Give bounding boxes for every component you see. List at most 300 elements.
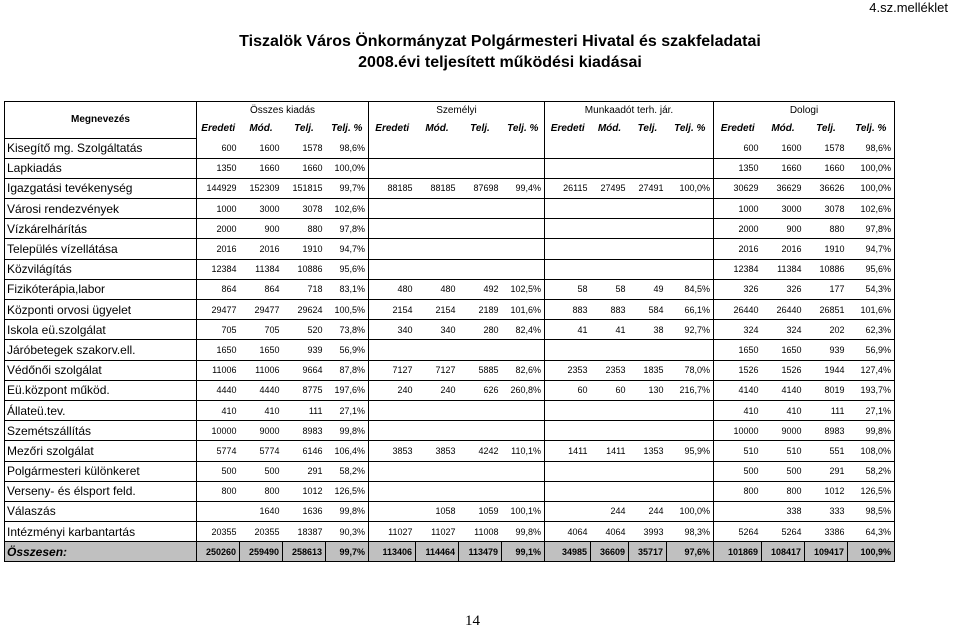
cell-value — [545, 199, 591, 219]
cell-value — [369, 239, 416, 259]
cell-value: 177 — [805, 279, 848, 299]
cell-value: 26440 — [762, 300, 805, 320]
cell-value: 113479 — [459, 542, 502, 562]
cell-value: 193,7% — [848, 380, 895, 400]
cell-value — [459, 400, 502, 420]
cell-value — [629, 239, 667, 259]
cell-value: 100,0% — [667, 178, 714, 198]
cell-value: 130 — [629, 380, 667, 400]
cell-value — [591, 461, 629, 481]
cell-value: 9000 — [240, 421, 283, 441]
cell-value — [369, 259, 416, 279]
cell-value: 800 — [240, 481, 283, 501]
cell-value: 60 — [591, 380, 629, 400]
cell-value: 510 — [762, 441, 805, 461]
table-row — [5, 441, 895, 461]
cell-value: 41 — [591, 320, 629, 340]
cell-value — [545, 259, 591, 279]
cell-value: 36609 — [591, 542, 629, 562]
cell-value: 49 — [629, 279, 667, 299]
cell-value: 410 — [714, 400, 762, 420]
cell-value: 2154 — [369, 300, 416, 320]
row-label: Intézményi karbantartás — [5, 522, 197, 542]
cell-value — [459, 219, 502, 239]
cell-value — [591, 219, 629, 239]
cell-value: 11384 — [762, 259, 805, 279]
cell-value: 73,8% — [326, 320, 369, 340]
cell-value: 126,5% — [326, 481, 369, 501]
cell-value: 5264 — [714, 522, 762, 542]
cell-value: 5774 — [197, 441, 240, 461]
cell-value: 62,3% — [848, 320, 895, 340]
cell-value — [459, 138, 502, 158]
cell-value — [667, 158, 714, 178]
cell-value: 800 — [762, 481, 805, 501]
cell-value — [502, 138, 545, 158]
cell-value — [369, 340, 416, 360]
cell-value: 410 — [240, 400, 283, 420]
document-title: Tiszalök Város Önkormányzat Polgármesteri Hivatal és szakfeladatai — [239, 33, 761, 50]
cell-value: 3078 — [805, 199, 848, 219]
cell-value: 11008 — [459, 522, 502, 542]
table-row — [5, 178, 895, 198]
table-row — [5, 279, 895, 299]
cell-value: 5885 — [459, 360, 502, 380]
cell-value: 10886 — [283, 259, 326, 279]
cell-value: 250260 — [197, 542, 240, 562]
cell-value: 11384 — [240, 259, 283, 279]
cell-value: 258613 — [283, 542, 326, 562]
cell-value: 8983 — [283, 421, 326, 441]
cell-value: 864 — [197, 279, 240, 299]
cell-value — [459, 199, 502, 219]
cell-value: 97,8% — [326, 219, 369, 239]
expenditure-table — [4, 101, 895, 562]
cell-value: 2016 — [240, 239, 283, 259]
cell-value: 9664 — [283, 360, 326, 380]
row-label: Verseny- és élsport feld. — [5, 481, 197, 501]
cell-value: 340 — [416, 320, 459, 340]
row-label: Kisegítő mg. Szolgáltatás — [5, 138, 197, 158]
cell-value — [591, 259, 629, 279]
cell-value: 10000 — [197, 421, 240, 441]
cell-value — [629, 340, 667, 360]
table-row — [5, 481, 895, 501]
row-label: Központi orvosi ügyelet — [5, 300, 197, 320]
header-subcolumn: Telj. % — [502, 120, 545, 138]
cell-value: 98,6% — [326, 138, 369, 158]
cell-value: 83,1% — [326, 279, 369, 299]
cell-value: 1012 — [283, 481, 326, 501]
cell-value: 27491 — [629, 178, 667, 198]
row-label: Városi rendezvények — [5, 199, 197, 219]
cell-value: 939 — [805, 340, 848, 360]
cell-value: 291 — [283, 461, 326, 481]
cell-value: 600 — [714, 138, 762, 158]
cell-value: 26115 — [545, 178, 591, 198]
cell-value: 100,0% — [848, 178, 895, 198]
cell-value — [545, 481, 591, 501]
cell-value: 99,8% — [848, 421, 895, 441]
cell-value — [459, 340, 502, 360]
cell-value: 29477 — [197, 300, 240, 320]
cell-value: 88185 — [369, 178, 416, 198]
table-row — [5, 199, 895, 219]
cell-value: 10000 — [714, 421, 762, 441]
header-subcolumn: Eredeti — [720, 123, 755, 134]
cell-value: 1058 — [416, 501, 459, 521]
cell-value: 1650 — [240, 340, 283, 360]
cell-value: 109417 — [805, 542, 848, 562]
cell-value: 11006 — [197, 360, 240, 380]
cell-value — [502, 259, 545, 279]
cell-value: 66,1% — [667, 300, 714, 320]
cell-value: 11027 — [416, 522, 459, 542]
cell-value — [545, 501, 591, 521]
cell-value: 2016 — [714, 239, 762, 259]
cell-value: 100,0% — [848, 158, 895, 178]
cell-value: 1660 — [240, 158, 283, 178]
page-number: 14 — [465, 613, 480, 629]
cell-value: 480 — [369, 279, 416, 299]
table-row — [5, 340, 895, 360]
cell-value: 100,9% — [848, 542, 895, 562]
cell-value — [545, 239, 591, 259]
cell-value: 27,1% — [326, 400, 369, 420]
cell-value — [545, 158, 591, 178]
row-label: Település vízellátása — [5, 239, 197, 259]
row-label: Igazgatási tevékenység — [5, 178, 197, 198]
cell-value: 492 — [459, 279, 502, 299]
cell-value: 144929 — [197, 178, 240, 198]
cell-value: 87698 — [459, 178, 502, 198]
cell-value: 94,7% — [326, 239, 369, 259]
cell-value: 1000 — [714, 199, 762, 219]
cell-value: 82,6% — [502, 360, 545, 380]
cell-value: 326 — [762, 279, 805, 299]
cell-value — [591, 158, 629, 178]
cell-value: 500 — [197, 461, 240, 481]
header-subcolumn: Eredeti — [550, 123, 585, 134]
cell-value — [369, 421, 416, 441]
row-label: Válaszás — [5, 501, 197, 521]
cell-value — [591, 421, 629, 441]
cell-value: 10886 — [805, 259, 848, 279]
cell-value: 87,8% — [326, 360, 369, 380]
cell-value: 410 — [762, 400, 805, 420]
cell-value: 99,4% — [502, 178, 545, 198]
cell-value: 35717 — [629, 542, 667, 562]
cell-value — [502, 421, 545, 441]
cell-value — [459, 421, 502, 441]
row-label: Lapkiadás — [5, 158, 197, 178]
cell-value: 99,1% — [502, 542, 545, 562]
cell-value: 100,5% — [326, 300, 369, 320]
cell-value: 84,5% — [667, 279, 714, 299]
cell-value: 5264 — [762, 522, 805, 542]
cell-value: 1526 — [714, 360, 762, 380]
cell-value — [629, 158, 667, 178]
cell-value: 4140 — [762, 380, 805, 400]
cell-value — [369, 400, 416, 420]
cell-value: 113406 — [369, 542, 416, 562]
cell-value — [545, 421, 591, 441]
cell-value — [667, 421, 714, 441]
cell-value: 3853 — [416, 441, 459, 461]
table-row — [5, 219, 895, 239]
row-label: Eü.központ működ. — [5, 380, 197, 400]
row-label: Állateü.tev. — [5, 400, 197, 420]
row-label: Szemétszállítás — [5, 421, 197, 441]
table-row — [5, 421, 895, 441]
cell-value: 1526 — [762, 360, 805, 380]
cell-value: 718 — [283, 279, 326, 299]
header-subcolumn: Telj. — [294, 123, 314, 134]
cell-value: 4242 — [459, 441, 502, 461]
table-row — [5, 522, 895, 542]
cell-value: 127,4% — [848, 360, 895, 380]
cell-value: 1059 — [459, 501, 502, 521]
header-subcolumn: Telj. — [816, 123, 836, 134]
row-label: Iskola eü.szolgálat — [5, 320, 197, 340]
cell-value: 244 — [629, 501, 667, 521]
cell-value: 152309 — [240, 178, 283, 198]
cell-value: 3078 — [283, 199, 326, 219]
cell-value: 6146 — [283, 441, 326, 461]
cell-value: 1650 — [762, 340, 805, 360]
cell-value: 800 — [197, 481, 240, 501]
cell-value: 4440 — [240, 380, 283, 400]
cell-value: 8019 — [805, 380, 848, 400]
cell-value: 3386 — [805, 522, 848, 542]
cell-value: 216,7% — [667, 380, 714, 400]
cell-value: 8983 — [805, 421, 848, 441]
header-subcolumn: Telj. — [637, 123, 658, 134]
cell-value: 1835 — [629, 360, 667, 380]
cell-value — [591, 138, 629, 158]
cell-value — [545, 461, 591, 481]
header-subcolumn: Mód. — [597, 123, 622, 134]
cell-value — [502, 461, 545, 481]
row-label: Összesen: — [5, 542, 197, 562]
header-subcolumn: Mód. — [771, 123, 795, 134]
cell-value: 3000 — [762, 199, 805, 219]
cell-value: 36629 — [762, 178, 805, 198]
cell-value: 500 — [240, 461, 283, 481]
row-label: Közvilágítás — [5, 259, 197, 279]
cell-value: 27495 — [591, 178, 629, 198]
row-label: Fizikóterápia,labor — [5, 279, 197, 299]
cell-value: 291 — [805, 461, 848, 481]
cell-value: 1650 — [714, 340, 762, 360]
cell-value: 280 — [459, 320, 502, 340]
cell-value — [667, 199, 714, 219]
cell-value: 99,8% — [502, 522, 545, 542]
cell-value: 626 — [459, 380, 502, 400]
cell-value: 12384 — [714, 259, 762, 279]
header-subcolumn: Eredeti — [375, 123, 410, 134]
cell-value: 102,5% — [502, 279, 545, 299]
cell-value: 197,6% — [326, 380, 369, 400]
cell-value: 202 — [805, 320, 848, 340]
cell-value: 584 — [629, 300, 667, 320]
cell-value — [545, 138, 591, 158]
cell-value: 4140 — [714, 380, 762, 400]
cell-value: 56,9% — [326, 340, 369, 360]
header-subcolumn: Telj. % — [848, 120, 895, 138]
row-label: Védőnői szolgálat — [5, 360, 197, 380]
cell-value: 1012 — [805, 481, 848, 501]
cell-value — [591, 481, 629, 501]
cell-value: 12384 — [197, 259, 240, 279]
cell-value — [416, 259, 459, 279]
cell-value: 78,0% — [667, 360, 714, 380]
cell-value: 58,2% — [326, 461, 369, 481]
cell-value — [369, 199, 416, 219]
cell-value: 54,3% — [848, 279, 895, 299]
cell-value — [502, 219, 545, 239]
cell-value: 100,0% — [326, 158, 369, 178]
cell-value: 95,6% — [326, 259, 369, 279]
row-label: Vízkárelhárítás — [5, 219, 197, 239]
cell-value: 240 — [416, 380, 459, 400]
cell-value: 338 — [762, 501, 805, 521]
cell-value — [416, 400, 459, 420]
cell-value — [459, 481, 502, 501]
cell-value: 2000 — [197, 219, 240, 239]
cell-value: 110,1% — [502, 441, 545, 461]
cell-value: 38 — [629, 320, 667, 340]
cell-value — [369, 158, 416, 178]
header-subcolumn: Telj. % — [667, 120, 714, 138]
cell-value: 11006 — [240, 360, 283, 380]
cell-value: 1411 — [591, 441, 629, 461]
cell-value: 36626 — [805, 178, 848, 198]
cell-value: 20355 — [197, 522, 240, 542]
cell-value — [629, 461, 667, 481]
cell-value: 333 — [805, 501, 848, 521]
cell-value: 30629 — [714, 178, 762, 198]
cell-value: 56,9% — [848, 340, 895, 360]
cell-value: 1353 — [629, 441, 667, 461]
cell-value: 520 — [283, 320, 326, 340]
header-megnevezes: Megnevezés — [5, 102, 197, 139]
cell-value — [545, 400, 591, 420]
cell-value: 1910 — [805, 239, 848, 259]
total-row — [5, 542, 895, 562]
cell-value: 500 — [714, 461, 762, 481]
cell-value — [369, 481, 416, 501]
cell-value — [416, 199, 459, 219]
table-row — [5, 239, 895, 259]
cell-value — [591, 239, 629, 259]
cell-value: 98,5% — [848, 501, 895, 521]
cell-value — [369, 461, 416, 481]
cell-value — [197, 501, 240, 521]
cell-value: 883 — [591, 300, 629, 320]
cell-value: 88185 — [416, 178, 459, 198]
cell-value: 20355 — [240, 522, 283, 542]
cell-value: 126,5% — [848, 481, 895, 501]
annex-label: 4.sz.melléklet — [869, 0, 948, 15]
cell-value: 3853 — [369, 441, 416, 461]
cell-value: 41 — [545, 320, 591, 340]
cell-value — [629, 138, 667, 158]
cell-value — [416, 219, 459, 239]
cell-value — [629, 219, 667, 239]
cell-value: 100,0% — [667, 501, 714, 521]
cell-value: 705 — [197, 320, 240, 340]
table-row — [5, 461, 895, 481]
cell-value — [502, 481, 545, 501]
cell-value: 2189 — [459, 300, 502, 320]
table-row — [5, 259, 895, 279]
cell-value: 108,0% — [848, 441, 895, 461]
cell-value: 1350 — [714, 158, 762, 178]
cell-value: 410 — [197, 400, 240, 420]
cell-value — [459, 461, 502, 481]
cell-value: 480 — [416, 279, 459, 299]
cell-value: 244 — [591, 501, 629, 521]
cell-value: 1660 — [283, 158, 326, 178]
cell-value — [714, 501, 762, 521]
cell-value — [629, 481, 667, 501]
cell-value: 1640 — [240, 501, 283, 521]
cell-value: 1660 — [805, 158, 848, 178]
cell-value: 340 — [369, 320, 416, 340]
cell-value: 102,6% — [326, 199, 369, 219]
cell-value: 101869 — [714, 542, 762, 562]
cell-value: 60 — [545, 380, 591, 400]
cell-value: 58 — [545, 279, 591, 299]
header-subcolumn: Mód. — [425, 123, 449, 134]
cell-value: 11027 — [369, 522, 416, 542]
cell-value — [667, 481, 714, 501]
cell-value: 1350 — [197, 158, 240, 178]
cell-value — [667, 138, 714, 158]
cell-value: 64,3% — [848, 522, 895, 542]
cell-value — [459, 158, 502, 178]
cell-value: 5774 — [240, 441, 283, 461]
cell-value: 500 — [762, 461, 805, 481]
cell-value: 259490 — [240, 542, 283, 562]
cell-value: 111 — [805, 400, 848, 420]
cell-value — [545, 340, 591, 360]
cell-value — [591, 400, 629, 420]
table-row — [5, 320, 895, 340]
header-subcolumn: Telj. — [470, 123, 490, 134]
header-group: Összes kiadás — [197, 102, 369, 121]
cell-value: 800 — [714, 481, 762, 501]
header-group: Dologi — [714, 102, 895, 121]
cell-value: 260,8% — [502, 380, 545, 400]
table-row — [5, 138, 895, 158]
cell-value — [629, 400, 667, 420]
cell-value: 2154 — [416, 300, 459, 320]
cell-value — [459, 239, 502, 259]
cell-value: 7127 — [369, 360, 416, 380]
document-subtitle: 2008.évi teljesített működési kiadásai — [358, 54, 642, 71]
cell-value: 3993 — [629, 522, 667, 542]
cell-value: 883 — [545, 300, 591, 320]
cell-value: 102,6% — [848, 199, 895, 219]
cell-value — [591, 199, 629, 219]
cell-value: 2353 — [545, 360, 591, 380]
cell-value: 600 — [197, 138, 240, 158]
cell-value: 98,6% — [848, 138, 895, 158]
cell-value: 1600 — [240, 138, 283, 158]
cell-value: 97,6% — [667, 542, 714, 562]
